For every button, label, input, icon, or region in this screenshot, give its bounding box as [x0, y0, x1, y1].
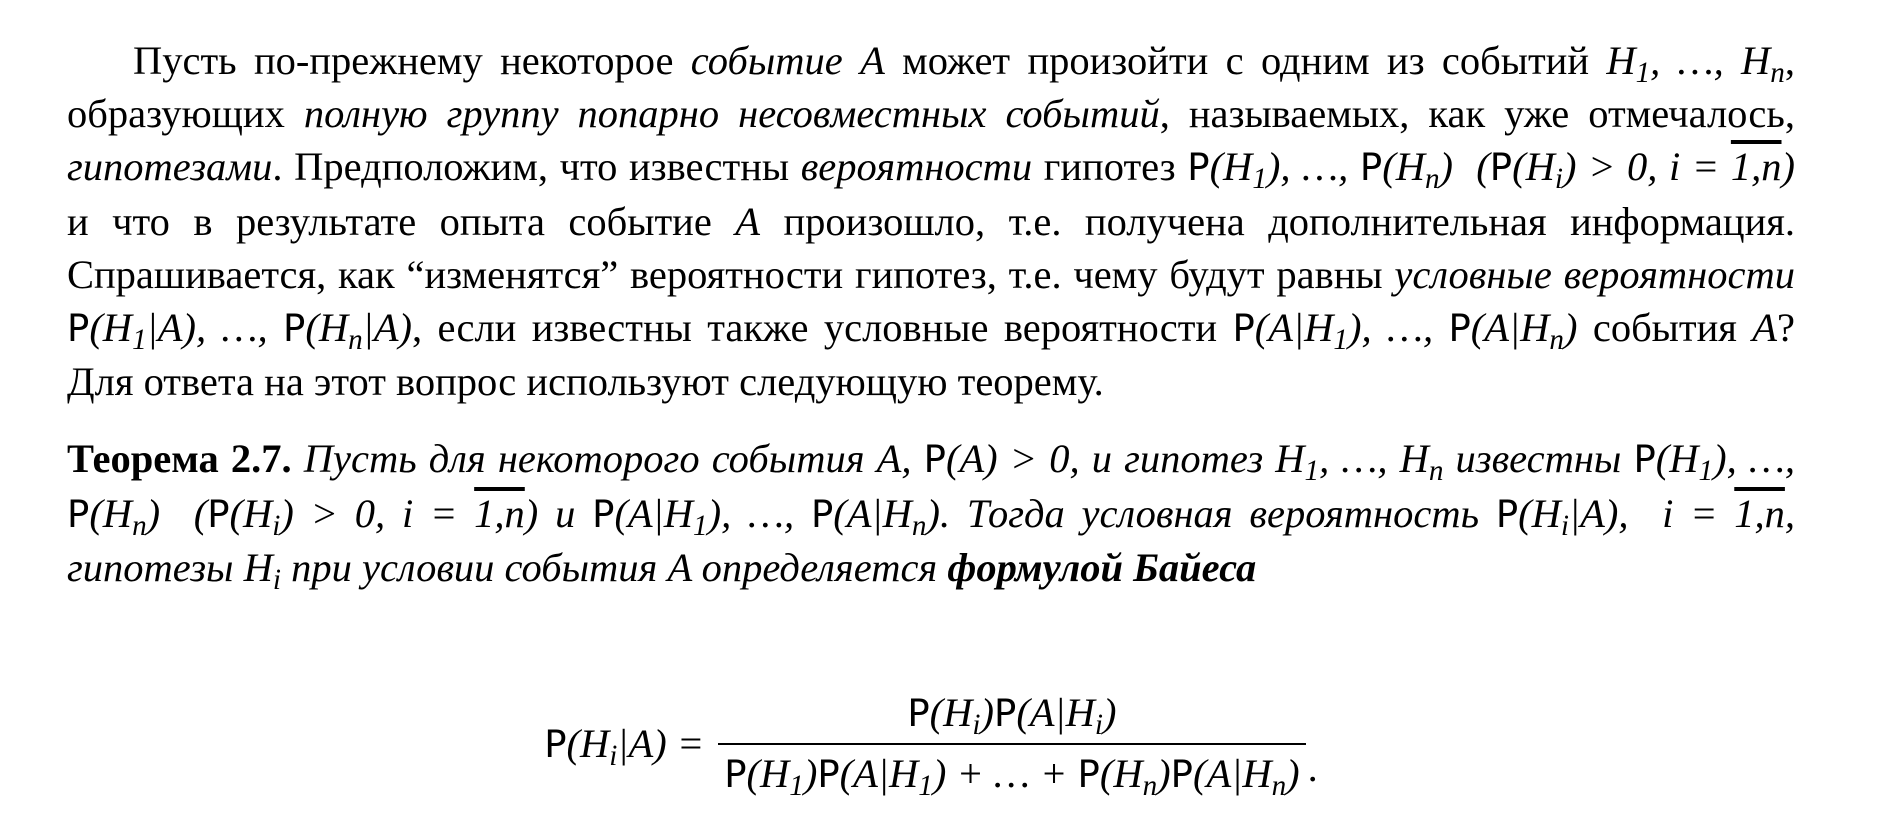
intro-text-9: , если известны также условные вероятности: [412, 305, 1233, 351]
theorem-text-2: , и гипотез: [1069, 436, 1276, 482]
intro-text-8: произошло, т.е. получена дополнительная информация. Спрашивается, как “изменятся” вероятности гипотез, т.е. чему будут равны: [67, 198, 1795, 297]
math-posterior-i: $P(H_i|A)$, i = 1,n: [1495, 490, 1785, 542]
theorem-text-5: . Тогда условная вероятность: [939, 490, 1496, 536]
math-likelihoods: $P(A|H_1)$, …, $P(A|H_n)$: [1232, 305, 1578, 357]
theorem-text-2-prefix: ,: [901, 436, 924, 482]
theorem-text-6: , гипотезы: [67, 490, 1796, 590]
term-hypotheses: гипотезами: [67, 144, 273, 190]
bayes-formula: [67, 690, 1795, 803]
bayes-formula-term: формулой Байеса: [947, 544, 1257, 590]
formula-fraction: [718, 690, 1305, 803]
math-A: A: [667, 544, 692, 590]
math-A: A: [860, 38, 885, 83]
intro-text-5: . Предположим, что известны: [272, 144, 801, 190]
intro-text-3: , образующих: [67, 38, 1795, 137]
math-H1-Hn: $H_1$, …, $H_n$: [1275, 436, 1444, 488]
term-event: событие: [690, 38, 843, 83]
math-H1-Hn: $H_1$, …, $H_n$: [1606, 38, 1785, 90]
formula-lhs: $P(H_i|A)$ =: [544, 720, 705, 773]
intro-text-2: может произойти с одним из событий: [884, 38, 1607, 83]
intro-text-7: и что в результате опыта событие: [67, 198, 736, 244]
intro-text-10: события: [1577, 305, 1753, 351]
theorem-label: Теорема 2.7.: [67, 436, 292, 482]
math-A: A: [1752, 305, 1778, 351]
formula-denominator: $P(H_1)P(A|H_1)$ + … + $P(H_n)P(A|H_n)$: [718, 743, 1305, 798]
intro-text-1: Пусть по-прежнему некоторое: [133, 38, 691, 83]
math-A: A: [735, 198, 761, 244]
intro-text-4: , называемых, как уже отмечалось,: [1159, 91, 1795, 137]
paragraph-intro: [67, 34, 1795, 408]
intro-text-11: ? Для ответа на этот вопрос используют следующую теорему.: [67, 305, 1795, 405]
math-A: A: [876, 436, 902, 482]
theorem-text-1: Пусть для некоторого события: [291, 436, 877, 482]
math-Hi: $H_i$: [243, 544, 281, 596]
formula-numerator: $P(H_i)P(A|H_i)$: [907, 690, 1117, 742]
theorem-text-4: и: [538, 490, 593, 536]
formula-period: .: [1307, 744, 1318, 790]
term-probabilities: вероятности: [800, 144, 1033, 190]
theorem-text-7: при условии события: [280, 544, 668, 590]
math-prior-probabilities: $P(H_1)$, …, $P(H_n) (P(H_i) > 0$, i = 1,n): [67, 436, 1795, 542]
term-full-group: полную группу попарно несовместных событий: [303, 91, 1160, 137]
theorem-2-7: [67, 432, 1795, 594]
math-PA-positive: P(A) > 0: [923, 436, 1070, 482]
intro-text-6: гипотез: [1032, 144, 1188, 190]
math-likelihoods: $P(A|H_1)$, …, $P(A|H_n)$: [592, 490, 940, 542]
math-posterior-probabilities: $P(H_1|A)$, …, $P(H_n|A)$: [67, 305, 413, 357]
theorem-text-3: известны: [1443, 436, 1634, 482]
theorem-text-8: определяется: [691, 544, 948, 590]
term-conditional-probabilities: условные вероятности: [1394, 251, 1795, 297]
math-prior-probabilities: $P(H_1)$, …, $P(H_n) (P(H_i) > 0$, i = 1,n): [1187, 144, 1795, 196]
